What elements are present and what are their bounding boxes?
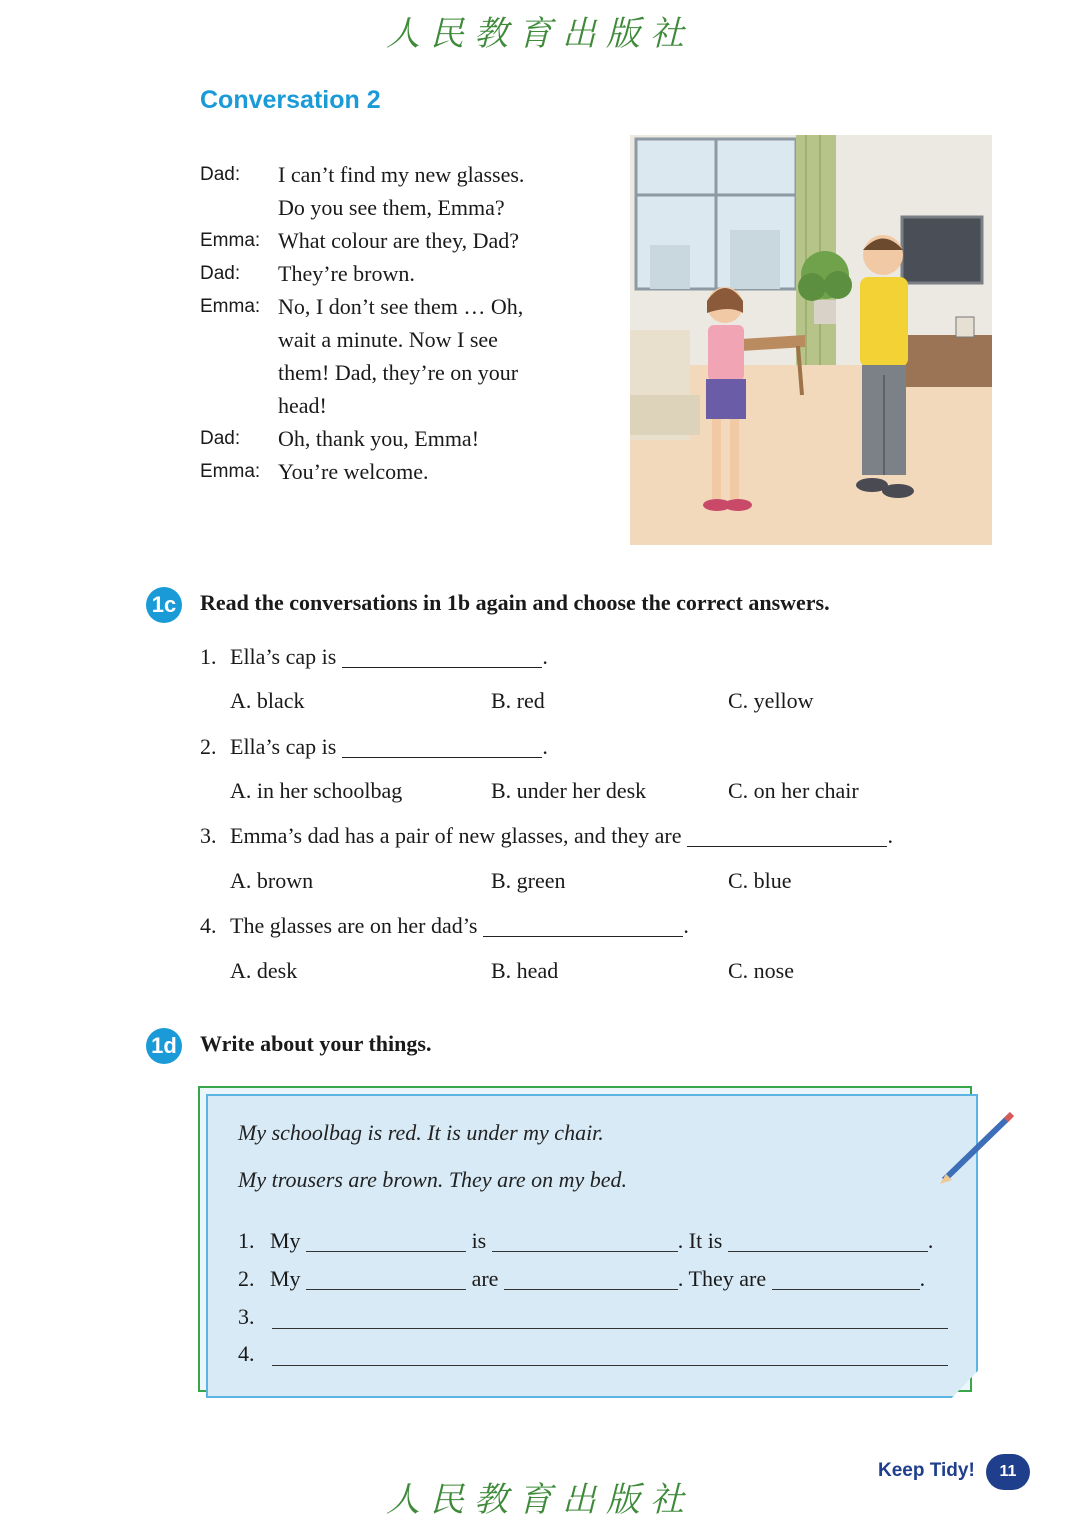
question-number: 2. xyxy=(200,734,217,759)
utterance: Do you see them, Emma? xyxy=(278,195,505,220)
option-c[interactable]: C. on her chair xyxy=(728,778,859,803)
question-end: . xyxy=(542,734,548,759)
line-number: 4. xyxy=(238,1341,255,1366)
answer-blank[interactable] xyxy=(306,1231,466,1252)
dialog-line xyxy=(200,422,600,455)
publisher-watermark-bottom: 人民教育出版社 xyxy=(386,1480,694,1520)
question-2 xyxy=(200,734,548,760)
conversation-title: Conversation 2 xyxy=(200,86,381,114)
living-room-illustration xyxy=(630,135,992,545)
line-end: . xyxy=(927,1228,934,1253)
utterance: What colour are they, Dad? xyxy=(278,228,520,253)
utterance: You’re welcome. xyxy=(278,459,429,484)
speaker: Emma: xyxy=(200,230,261,251)
question-end: . xyxy=(683,913,689,938)
dialog-line xyxy=(200,191,600,224)
question-end: . xyxy=(887,823,893,848)
speaker: Emma: xyxy=(200,461,261,482)
answer-rule[interactable] xyxy=(272,1328,948,1329)
publisher-watermark-top: 人民教育出版社 xyxy=(386,14,694,54)
utterance: head! xyxy=(278,393,327,418)
dialog-line xyxy=(200,356,600,389)
option-a[interactable]: A. in her schoolbag xyxy=(230,778,403,803)
line-number: 1. xyxy=(238,1228,255,1253)
question-stem: The glasses are on her dad’s xyxy=(230,913,478,938)
utterance: I can’t find my new glasses. xyxy=(278,162,525,187)
answer-blank[interactable] xyxy=(342,647,542,668)
utterance: They’re brown. xyxy=(278,261,415,286)
option-b[interactable]: B. head xyxy=(491,958,559,983)
answer-blank[interactable] xyxy=(306,1269,466,1290)
section-badge-1c: 1c xyxy=(146,587,182,623)
dialog-line xyxy=(200,290,600,323)
line-number: 3. xyxy=(238,1304,255,1329)
write-line-1 xyxy=(238,1228,933,1254)
answer-rule[interactable] xyxy=(272,1365,948,1366)
line-end: . xyxy=(919,1266,926,1291)
dialog-line xyxy=(200,455,600,488)
word: My xyxy=(270,1266,301,1291)
word: . They are xyxy=(677,1266,767,1291)
answer-blank[interactable] xyxy=(504,1269,678,1290)
option-b[interactable]: B. red xyxy=(491,688,545,713)
utterance: No, I don’t see them … Oh, xyxy=(278,294,524,319)
line-number: 2. xyxy=(238,1266,255,1291)
write-line-3 xyxy=(238,1304,255,1330)
conversation-dialog xyxy=(200,158,600,488)
question-end: . xyxy=(542,644,548,669)
option-b[interactable]: B. under her desk xyxy=(491,778,647,803)
word: My xyxy=(270,1228,301,1253)
dialog-line xyxy=(200,323,600,356)
question-number: 4. xyxy=(200,913,217,938)
speaker: Dad: xyxy=(200,263,241,284)
answer-blank[interactable] xyxy=(483,916,683,937)
write-line-4 xyxy=(238,1341,255,1367)
answer-blank[interactable] xyxy=(492,1231,678,1252)
pencil-icon xyxy=(936,1110,1016,1190)
option-a[interactable]: A. black xyxy=(230,688,305,713)
question-stem: Ella’s cap is xyxy=(230,644,337,669)
word: . It is xyxy=(677,1228,723,1253)
option-a[interactable]: A. desk xyxy=(230,958,298,983)
option-a[interactable]: A. brown xyxy=(230,868,314,893)
answer-blank[interactable] xyxy=(728,1231,928,1252)
question-1 xyxy=(200,644,548,670)
word: are xyxy=(471,1266,499,1291)
option-c[interactable]: C. yellow xyxy=(728,688,814,713)
speaker: Dad: xyxy=(200,164,241,185)
question-stem: Ella’s cap is xyxy=(230,734,337,759)
unit-title: Keep Tidy! xyxy=(878,1460,975,1481)
word: is xyxy=(471,1228,487,1253)
question-number: 3. xyxy=(200,823,217,848)
question-3 xyxy=(200,823,893,849)
option-c[interactable]: C. blue xyxy=(728,868,792,893)
section-1d-instruction: Write about your things. xyxy=(200,1031,432,1056)
section-1c-instruction: Read the conversations in 1b again and choose the correct answers. xyxy=(200,590,830,615)
question-number: 1. xyxy=(200,644,217,669)
example-sentence: My schoolbag is red. It is under my chair. xyxy=(238,1120,604,1145)
dialog-line xyxy=(200,224,600,257)
answer-blank[interactable] xyxy=(687,826,887,847)
speaker: Dad: xyxy=(200,428,241,449)
page-number: 11 xyxy=(986,1454,1030,1490)
speaker: Emma: xyxy=(200,296,261,317)
option-b[interactable]: B. green xyxy=(491,868,566,893)
utterance: them! Dad, they’re on your xyxy=(278,360,519,385)
question-stem: Emma’s dad has a pair of new glasses, and they are xyxy=(230,823,682,848)
utterance: wait a minute. Now I see xyxy=(278,327,498,352)
question-4 xyxy=(200,913,689,939)
dialog-line xyxy=(200,158,600,191)
option-c[interactable]: C. nose xyxy=(728,958,794,983)
dialog-line xyxy=(200,257,600,290)
answer-blank[interactable] xyxy=(342,737,542,758)
section-badge-1d: 1d xyxy=(146,1028,182,1064)
dialog-line xyxy=(200,389,600,422)
example-sentence: My trousers are brown. They are on my bed. xyxy=(238,1167,628,1192)
answer-blank[interactable] xyxy=(772,1269,920,1290)
utterance: Oh, thank you, Emma! xyxy=(278,426,480,451)
write-line-2 xyxy=(238,1266,925,1292)
